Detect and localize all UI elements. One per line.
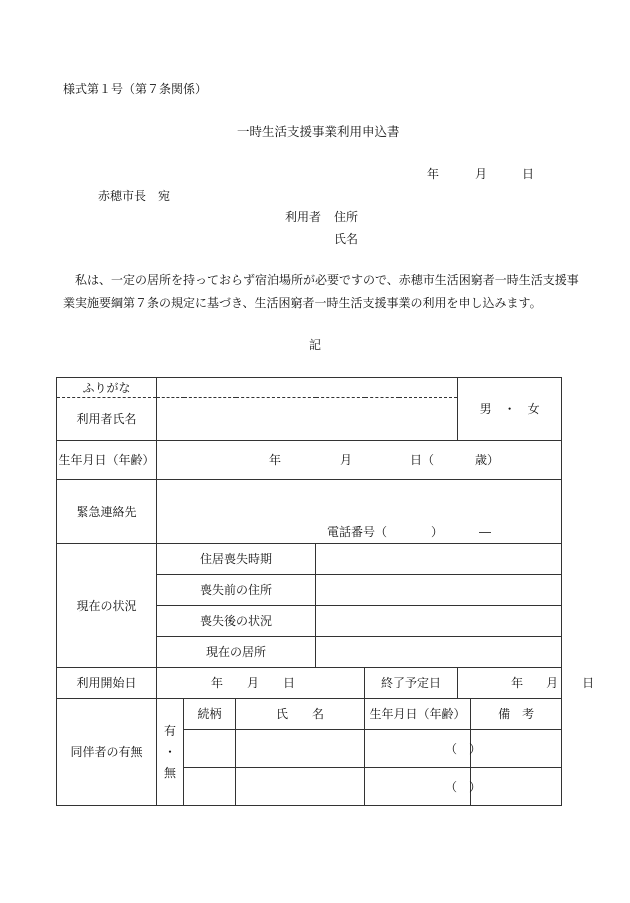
status-row-field-1[interactable] — [316, 544, 562, 575]
user-name-label: 利用者氏名 — [57, 398, 157, 441]
birthdate-age: 歳） — [475, 453, 500, 467]
furigana-field[interactable] — [157, 378, 458, 398]
start-year: 年 — [211, 676, 224, 690]
companion-label: 同伴者の有無 — [57, 699, 157, 806]
body-text-line-1: 私は、一定の居所を持っておらず宿泊場所が必要ですので、赤穂市生活困窮者一時生活支援事 — [75, 273, 579, 287]
emergency-label: 緊急連絡先 — [57, 480, 157, 544]
birthdate-day: 日（ — [410, 453, 435, 467]
emergency-field[interactable] — [157, 480, 562, 544]
status-row-label-1: 住居喪失時期 — [157, 544, 316, 575]
application-table — [56, 377, 595, 806]
remarks-header: 備 考 — [471, 699, 562, 730]
user-name-field[interactable] — [157, 398, 458, 441]
addressee: 赤穂市長 宛 — [98, 189, 171, 203]
start-date-field[interactable] — [157, 668, 365, 699]
start-day: 日 — [283, 676, 296, 690]
status-row-field-3[interactable] — [316, 606, 562, 637]
phone-close: ） — [431, 525, 444, 539]
companion-2-remarks[interactable] — [471, 768, 562, 806]
phone-dash: ― — [479, 525, 491, 539]
ki-mark: 記 — [309, 338, 322, 352]
date-day: 日 — [522, 167, 535, 181]
end-date-field[interactable] — [458, 668, 595, 699]
companion-1-paren-open: （ — [445, 742, 458, 756]
companion-2-relation[interactable] — [184, 768, 236, 806]
companion-no: 無 — [163, 765, 176, 780]
birthdate-year: 年 — [269, 453, 282, 467]
status-row-field-2[interactable] — [316, 575, 562, 606]
status-row-label-3: 喪失後の状況 — [157, 606, 316, 637]
birthdate-month: 月 — [340, 453, 353, 467]
birth-header: 生年月日（年齢） — [365, 699, 471, 730]
birthdate-label: 生年月日（年齢） — [57, 441, 157, 480]
end-year: 年 — [511, 676, 524, 690]
companion-2-birth[interactable] — [365, 768, 482, 806]
start-month: 月 — [247, 676, 260, 690]
companion-1-name[interactable] — [236, 730, 365, 768]
applicant-address-label: 住所 — [334, 210, 359, 224]
companion-1-birth[interactable] — [365, 730, 482, 768]
birthdate-field[interactable] — [157, 441, 562, 480]
companion-1-remarks[interactable] — [471, 730, 562, 768]
form-title: 一時生活支援事業利用申込書 — [237, 124, 400, 139]
companion-yes-no[interactable] — [157, 699, 184, 806]
companion-1-paren-close: ） — [469, 742, 482, 756]
start-date-label: 利用開始日 — [57, 668, 157, 699]
companion-1-relation[interactable] — [184, 730, 236, 768]
date-month: 月 — [475, 167, 488, 181]
phone-label: 電話番号（ — [327, 525, 388, 539]
status-row-label-4: 現在の居所 — [157, 637, 316, 668]
furigana-label: ふりがな — [57, 378, 157, 398]
end-day: 日 — [582, 676, 595, 690]
status-label: 現在の状況 — [57, 544, 157, 668]
companion-yes: 有 — [163, 723, 176, 738]
status-row-field-4[interactable] — [316, 637, 562, 668]
companion-2-paren-close: ） — [469, 780, 482, 794]
body-text-line-2: 業実施要綱第７条の規定に基づき、生活困窮者一時生活支援事業の利用を申し込みます。 — [63, 296, 542, 310]
status-row-label-2: 喪失前の住所 — [157, 575, 316, 606]
companion-2-paren-open: （ — [445, 780, 458, 794]
end-date-label: 終了予定日 — [365, 668, 458, 699]
relation-header: 続柄 — [184, 699, 236, 730]
applicant-name-label: 氏名 — [334, 232, 359, 246]
gender-options: 男 ・ 女 — [479, 402, 540, 416]
date-year: 年 — [427, 167, 440, 181]
applicant-label: 利用者 — [285, 210, 322, 224]
companion-2-name[interactable] — [236, 768, 365, 806]
name-header: 氏 名 — [236, 699, 365, 730]
form-number: 様式第１号（第７条関係） — [63, 82, 208, 96]
gender-cell[interactable] — [458, 378, 562, 441]
end-month: 月 — [546, 676, 559, 690]
companion-dot: ・ — [163, 744, 176, 759]
